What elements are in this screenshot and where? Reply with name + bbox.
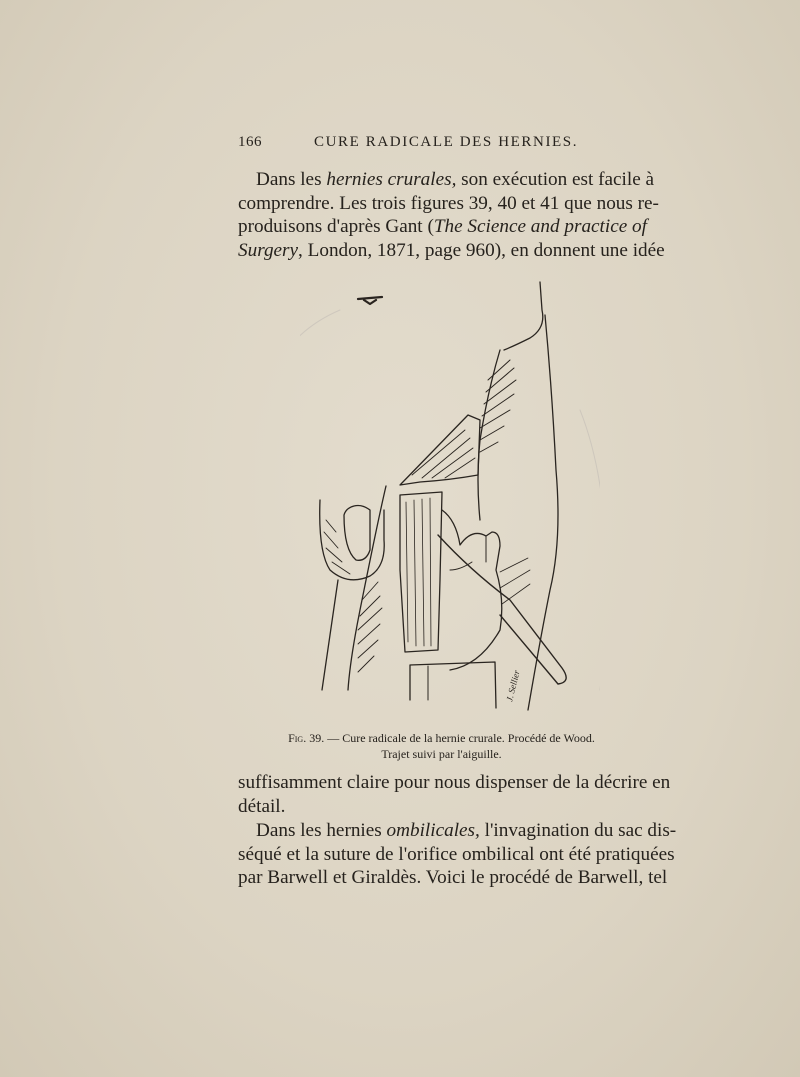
- anatomical-illustration: [300, 270, 600, 725]
- running-header: [238, 134, 645, 158]
- paragraph-crurales: [238, 168, 665, 262]
- text-line: produisons d'après Gant (The Science and practice of: [238, 216, 647, 237]
- text-line: séqué et la suture de l'orifice ombilical ont été pratiquées: [238, 843, 675, 865]
- caption-line-2: Trajet suivi par l'aiguille.: [381, 747, 502, 761]
- caption-line-1: Fig. 39. — Cure radicale de la hernie crurale. Procédé de Wood.: [288, 731, 595, 745]
- text-line: suffisamment claire pour nous dispenser de la décrire en: [238, 772, 671, 793]
- text-line: par Barwell et Giraldès. Voici le procédé de Barwell, tel: [238, 867, 668, 888]
- paragraph-ombilicales: [238, 819, 677, 890]
- text-line: Surgery, London, 1871, page 960), en donnent une idée: [238, 239, 665, 261]
- running-title: CURE RADICALE DES HERNIES.: [314, 134, 579, 150]
- hernia-engraving: [300, 270, 600, 725]
- text-line: comprendre. Les trois figures 39, 40 et 41 que nous re-: [238, 192, 659, 214]
- page-number: 166: [238, 134, 262, 150]
- paragraph-suffisamment: [238, 771, 671, 818]
- text-line: détail.: [238, 795, 286, 817]
- figure-caption: [238, 730, 645, 762]
- engraver-signature: J. Sellier: [504, 669, 522, 703]
- text-line: Dans les hernies ombilicales, l'invagination du sac dis-: [256, 820, 677, 841]
- text-line: Dans les hernies crurales, son exécution est facile à: [256, 169, 655, 190]
